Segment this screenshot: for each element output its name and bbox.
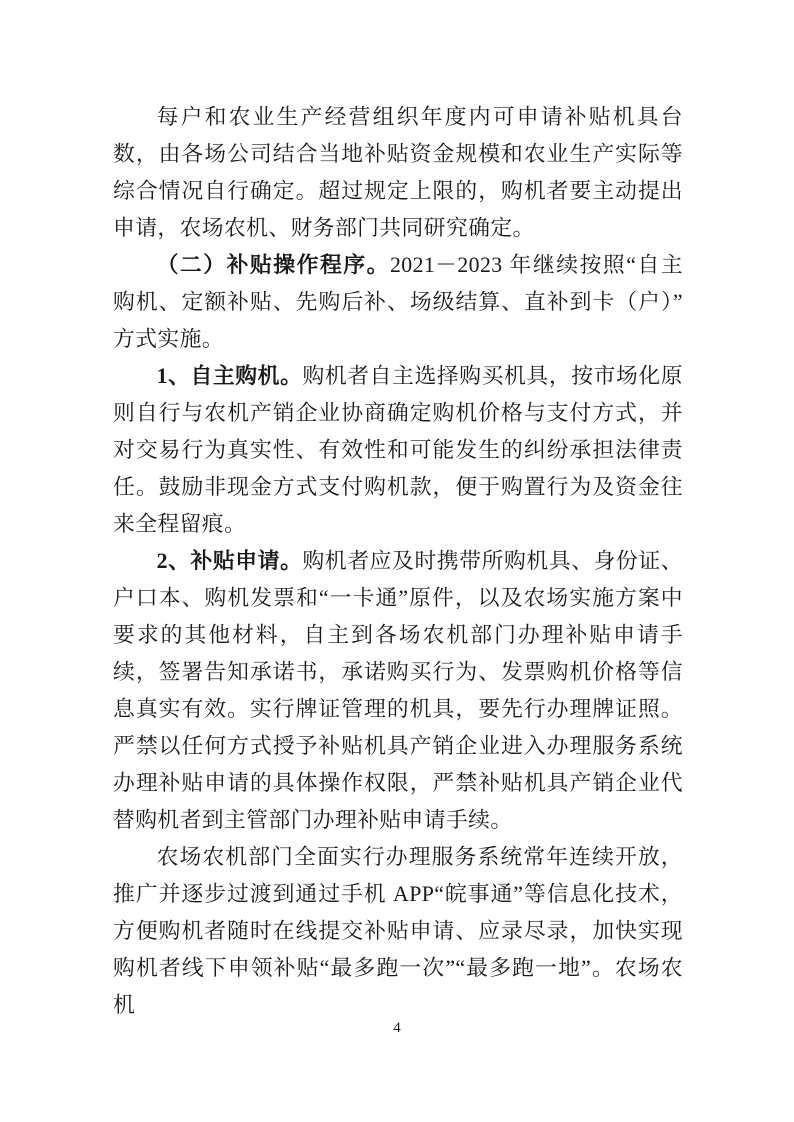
paragraph-text-run: 农场农机部门全面实行办理服务系统常年连续开放，推广并逐步过渡到通过手机 APP“皖事通”等信息化技术，方便购机者随时在线提交补贴申请、应录尽录，加快实现购机者线下申领补贴“最多跑一次”“最多跑一地”。农场农机 (113, 845, 683, 1017)
paragraph-text-run: 购机者应及时携带所购机具、身份证、户口本、购机发票和“一卡通”原件，以及农场实施方案中要求的其他材料，自主到各场农机部门办理补贴申请手续，签署告知承诺书，承诺购买行为、发票购机价格等信息真实有效。实行牌证管理的机具，要先行办理牌证照。严禁以任何方式授予补贴机具产销企业进入办理服务系统办理补贴申请的具体操作权限，严禁补贴机具产销企业代替购机者到主管部门办理补贴申请手续。 (113, 549, 683, 832)
paragraph (113, 99, 683, 247)
document-body (113, 99, 683, 1024)
page-number: 4 (393, 1020, 401, 1036)
paragraph-heading-run: （二）补贴操作程序。 (156, 253, 390, 277)
paragraph-text-run: 每户和农业生产经营组织年度内可申请补贴机具台数，由各场公司结合当地补贴资金规模和农业生产实际等综合情况自行确定。超过规定上限的，购机者要主动提出申请，农场农机、财务部门共同研究确定。 (113, 105, 683, 240)
page-footer (0, 1019, 794, 1037)
paragraph (113, 543, 683, 839)
paragraph-heading-run: 1、自主购机。 (156, 364, 303, 388)
paragraph-text-run: 2021－2023 年继续按照“自主购机、定额补贴、先购后补、场级结算、直补到卡（户）”方式实施。 (113, 253, 683, 351)
paragraph-text-run: 购机者自主选择购买机具，按市场化原则自行与农机产销企业协商确定购机价格与支付方式，并对交易行为真实性、有效性和可能发生的纠纷承担法律责任。鼓励非现金方式支付购机款，便于购置行为及资金往来全程留痕。 (113, 364, 683, 536)
paragraph (113, 839, 683, 1024)
paragraph-heading-run: 2、补贴申请。 (156, 549, 303, 573)
paragraph (113, 247, 683, 358)
paragraph (113, 358, 683, 543)
